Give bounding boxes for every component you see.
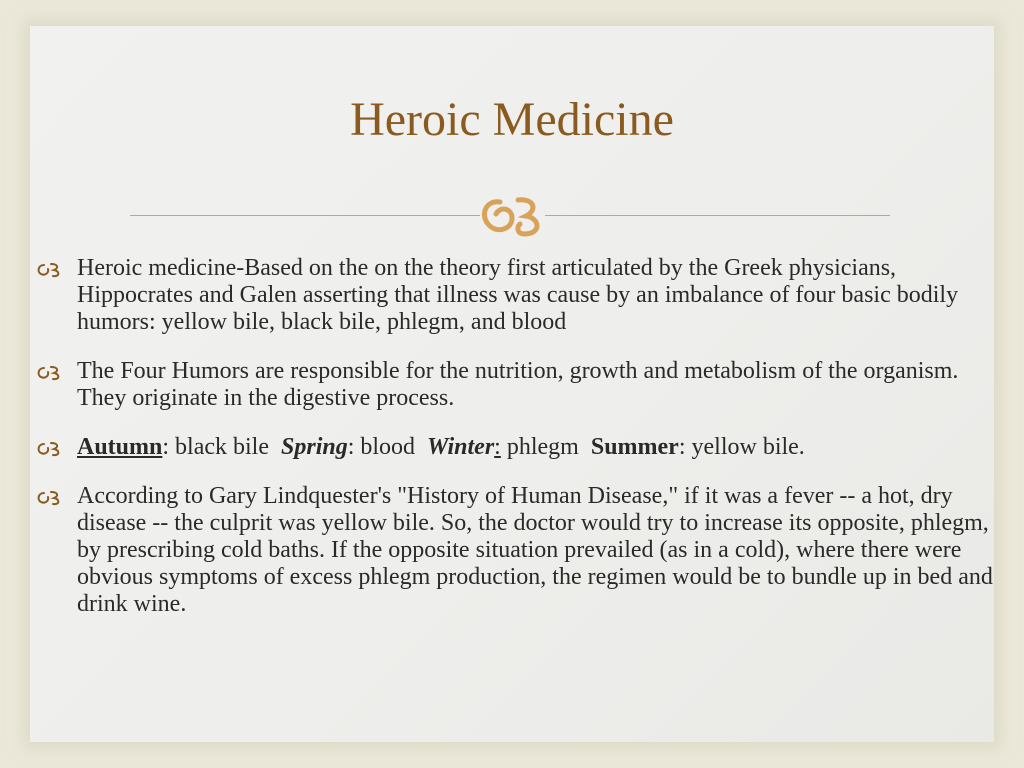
season-autumn xyxy=(77,434,269,460)
bullet-item-seasons xyxy=(36,434,996,461)
bullet-item xyxy=(36,255,996,336)
curl-bullet-icon xyxy=(36,260,66,278)
curl-bullet-icon xyxy=(36,363,66,381)
bullet-item xyxy=(36,483,996,618)
bullet-text: Heroic medicine-Based on the on the theory first articulated by the Greek physicians, Hippocrates and Galen asserting that illness was cause by an imbalance of four basic bodily humors: yellow bile, black bile, phlegm, and blood xyxy=(77,255,959,335)
season-label-summer: Summer xyxy=(590,434,679,460)
bullet-text: The Four Humors are responsible for the nutrition, growth and metabolism of the organism. They originate in the digestive process. xyxy=(77,358,959,411)
season-label-winter: Winter xyxy=(427,434,495,460)
season-winter xyxy=(427,434,579,460)
curl-bullet-icon xyxy=(36,488,66,506)
season-colon: : xyxy=(162,434,170,460)
season-value-winter: phlegm xyxy=(500,434,579,460)
bullet-item xyxy=(36,358,996,412)
bullet-text: According to Gary Lindquester's "History of Human Disease," if it was a fever -- a hot, dry disease -- the culprit was yellow bile. So, the doctor would try to increase its opposite, phlegm, by prescribing cold baths. If the opposite situation prevailed (as in a cold), where there were obvious symptoms of excess phlegm production, the regimen would be to bundle up in bed and drink wine. xyxy=(77,483,993,617)
season-colon: : xyxy=(678,434,686,460)
season-colon: : xyxy=(494,434,501,460)
curl-bullet-icon xyxy=(36,439,66,457)
curl-ornament-icon xyxy=(478,190,550,240)
season-label-spring: Spring xyxy=(281,434,348,460)
season-summer xyxy=(591,434,805,460)
season-value-spring: blood xyxy=(354,434,416,460)
title-divider-right xyxy=(545,215,890,216)
season-colon: : xyxy=(347,434,355,460)
bullet-list xyxy=(36,255,996,640)
slide-title: Heroic Medicine xyxy=(350,93,674,146)
season-value-autumn: black bile xyxy=(169,434,269,460)
title-divider-left xyxy=(130,215,480,216)
season-spring xyxy=(281,434,415,460)
season-label-autumn: Autumn xyxy=(77,434,163,460)
season-value-summer: yellow bile. xyxy=(685,434,805,460)
